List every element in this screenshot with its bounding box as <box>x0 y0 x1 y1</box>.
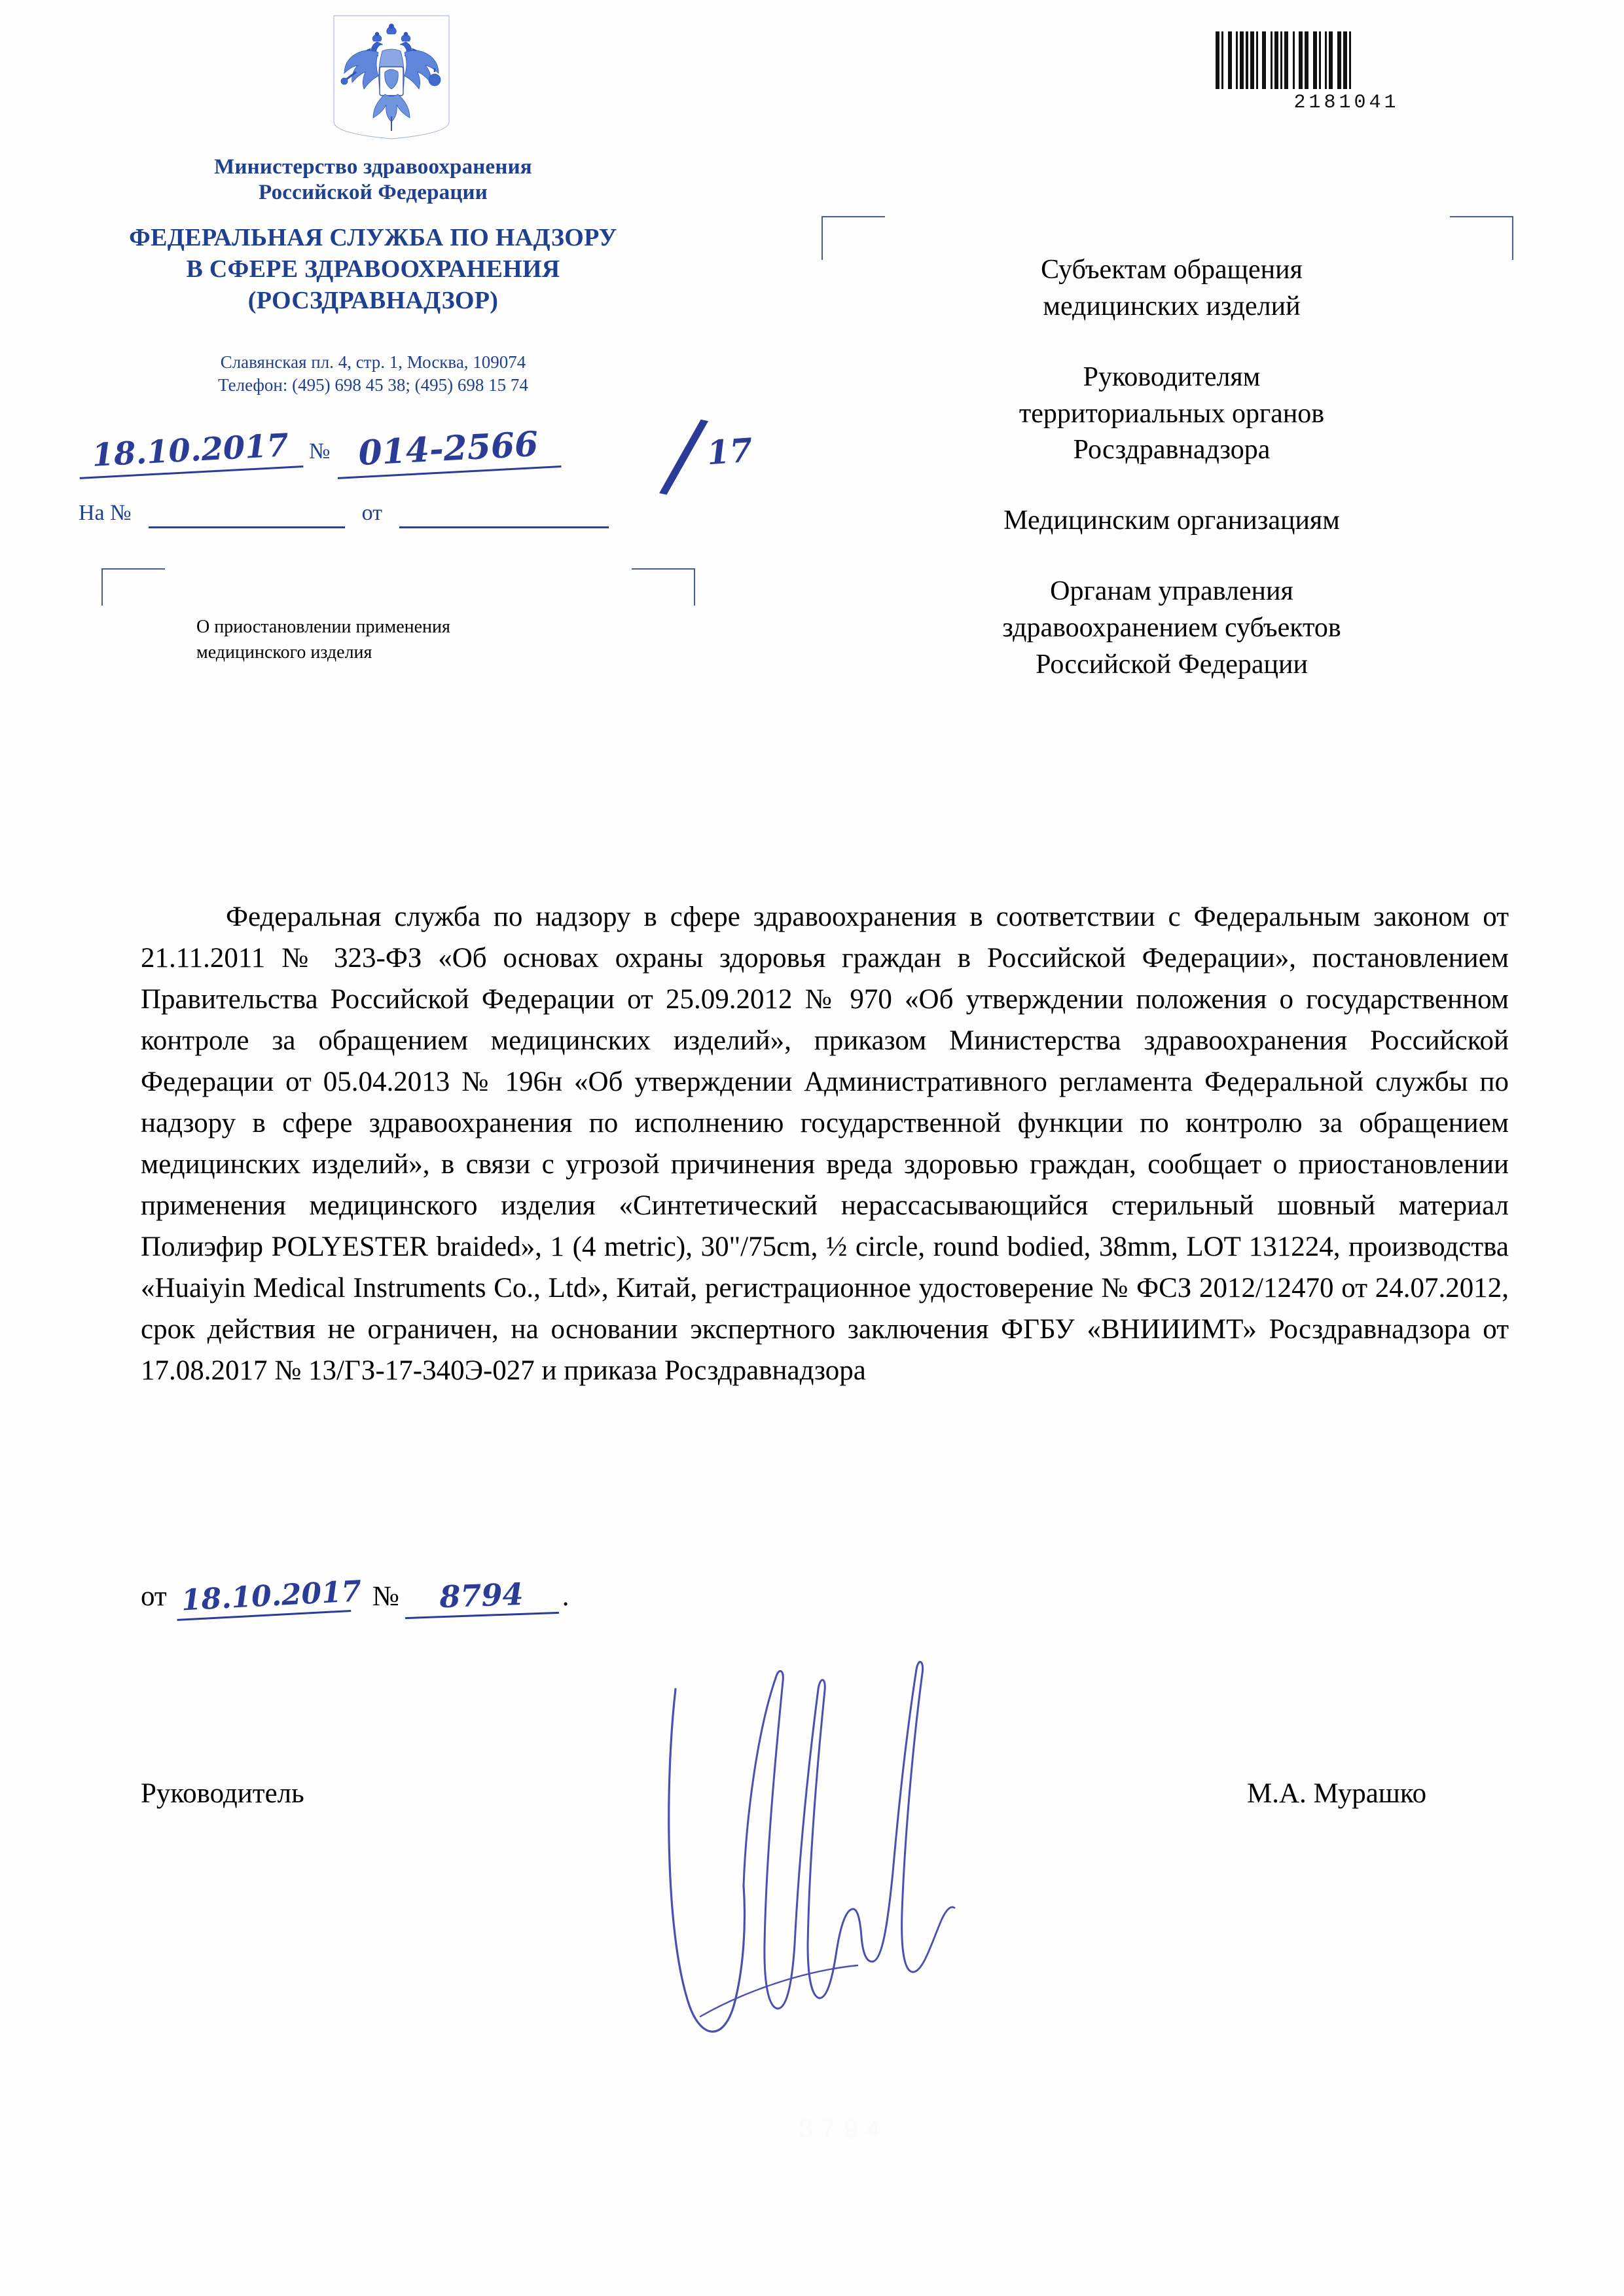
handwritten-signature <box>661 1650 1080 2108</box>
service-line-3: (РОСЗДРАВНАДЗОР) <box>247 286 499 314</box>
barcode-number: 2181041 <box>1293 92 1399 114</box>
addressee-block <box>871 252 1473 683</box>
addressee-line: территориальных органов <box>1019 398 1325 429</box>
letterhead <box>79 155 668 397</box>
service-line-1: ФЕДЕРАЛЬНАЯ СЛУЖБА ПО НАДЗОРУ <box>129 223 617 251</box>
addressee-group-4 <box>871 574 1473 683</box>
reply-date-blank <box>399 504 609 528</box>
signatory-name: М.А. Мурашко <box>1247 1778 1427 1809</box>
reply-reference-line <box>79 501 740 528</box>
addressee-group-3 <box>871 503 1473 539</box>
registration-number-handwritten: 014-2566 <box>336 423 562 479</box>
reply-reference-label: На № <box>79 501 132 525</box>
order-period: . <box>562 1581 569 1612</box>
registration-slash-handwritten: / <box>656 395 713 515</box>
addressee-line: Субъектам обращения <box>1041 255 1303 285</box>
reply-date-label: от <box>361 501 383 525</box>
registration-year-handwritten: 17 <box>706 430 754 473</box>
order-number-symbol: № <box>372 1581 399 1612</box>
subject-bracket-top-right <box>632 568 695 606</box>
order-date-handwritten: 18.10.2017 <box>175 1575 351 1621</box>
service-name <box>79 223 668 317</box>
subject-line <box>196 614 655 665</box>
order-from-label: от <box>141 1581 167 1612</box>
subject-text-line-2: медицинского изделия <box>196 642 372 663</box>
contact-info <box>79 351 668 397</box>
body-paragraph: Федеральная служба по надзору в сфере здравоохранения в соответствии с Федеральным законом от 21.11.2011 № 323-ФЗ «Об основах охраны здоровья граждан в Российской Федерации», постановлением Правительства Российской Федерации от 25.09.2012 № 970 «Об утверждении положения о государственном контроле за обращением медицинских изделий», приказом Министерства здравоохранения Российской Федерации от 05.04.2013 № 196н «Об утверждении Административного регламента Федеральной службы по надзору в сфере здравоохранения по исполнению государственной функции по контролю за обращением медицинских изделий», в связи с угрозой причинения вреда здоровью граждан, сообщает о приостановлении применения медицинского изделия «Синтетический нерассасывающийся стерильный шовный материал Полиэфир POLYESTER braided», 1 (4 metric), 30"/75cm, ½ circle, round bodied, 38mm, LOT 131224, производства «Huaiyin Medical Instruments Co., Ltd», Китай, регистрационное удостоверение № ФСЗ 2012/12470 от 24.07.2012, срок действия не ограничен, на основании экспертного заключения ФГБУ «ВНИИИМТ» Росздравнадзора от 17.08.2017 № 13/ГЗ-17-340Э-027 и приказа Росздравнадзора <box>141 902 1509 1386</box>
registration-line <box>79 424 707 474</box>
addressee-group-2 <box>871 359 1473 469</box>
order-reference-line <box>141 1575 926 1618</box>
signatory-role: Руководитель <box>141 1778 304 1809</box>
ministry-line-2: Российской Федерации <box>259 180 488 204</box>
postal-address: Славянская пл. 4, стр. 1, Москва, 109074 <box>220 352 526 372</box>
addressee-line: Российской Федерации <box>1036 649 1308 680</box>
ministry-name <box>79 155 668 206</box>
addressee-line: Органам управления <box>1050 576 1293 607</box>
addressee-line: здравоохранением субъектов <box>1002 613 1341 644</box>
coat-of-arms-emblem <box>322 12 461 141</box>
subject-text-line-1: О приостановлении применения <box>196 617 450 637</box>
addressee-line: Руководителям <box>1083 361 1261 392</box>
barcode-image <box>1216 31 1477 89</box>
addressee-line: медицинских изделий <box>1043 291 1301 321</box>
number-symbol: № <box>309 439 331 464</box>
faint-bottom-artifact: 8794 <box>799 2115 888 2143</box>
order-number-handwritten: 8794 <box>404 1575 559 1619</box>
letter-body <box>141 897 1509 1392</box>
barcode-block <box>1216 31 1477 114</box>
phone-numbers: Телефон: (495) 698 45 38; (495) 698 15 74 <box>218 374 528 395</box>
reply-number-blank <box>149 504 345 528</box>
subject-bracket-top-left <box>101 568 165 606</box>
addressee-line: Медицинским организациям <box>1003 505 1340 536</box>
registration-date-handwritten: 18.10.2017 <box>78 426 304 479</box>
service-line-2: В СФЕРЕ ЗДРАВООХРАНЕНИЯ <box>186 255 560 283</box>
addressee-line: Росздравнадзора <box>1073 435 1271 465</box>
ministry-line-1: Министерство здравоохранения <box>214 155 532 179</box>
addressee-group-1 <box>871 252 1473 325</box>
